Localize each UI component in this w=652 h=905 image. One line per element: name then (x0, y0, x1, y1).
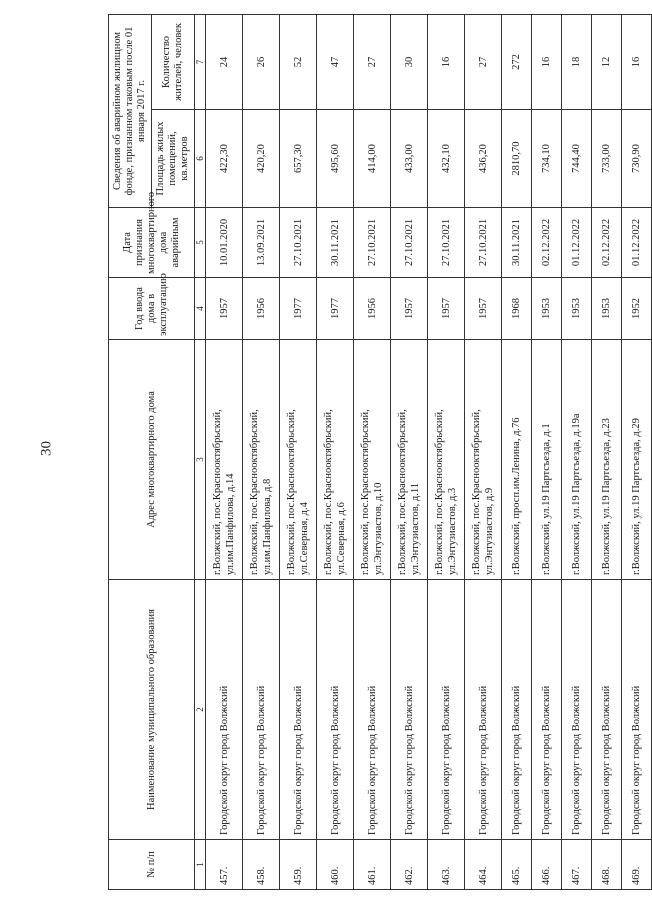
date-cell: 27.10.2021 (428, 208, 465, 278)
year-cell: 1968 (502, 278, 532, 340)
header-group: Сведения об аварийном жилищном фонде, признанном таковым после 01 января 2017 г. (109, 14, 152, 207)
address-cell (622, 340, 652, 580)
address-cell (592, 340, 622, 580)
header-address: Адрес многоквартирного дома (109, 340, 195, 580)
table-row (562, 14, 592, 889)
row-number: 469. (622, 840, 652, 890)
row-number: 458. (243, 840, 280, 890)
date-cell: 01.12.2022 (622, 208, 652, 278)
date-cell: 27.10.2021 (465, 208, 502, 278)
people-cell: 16 (428, 14, 465, 109)
municipality-cell: Городской округ город Волжский (317, 580, 354, 840)
area-cell: 657,30 (280, 110, 317, 208)
address-line-2: ул.Энтузиастов, д.10 (373, 482, 385, 575)
table-row (502, 14, 532, 889)
people-cell: 12 (592, 14, 622, 109)
area-cell: 730,90 (622, 110, 652, 208)
header-date: Дата признания многоквартирного дома аварийным (109, 208, 195, 278)
date-cell: 13.09.2021 (243, 208, 280, 278)
year-cell: 1957 (465, 278, 502, 340)
address-line-1: г.Волжский, просп.им.Ленина, д.76 (511, 417, 523, 575)
date-cell: 02.12.2022 (592, 208, 622, 278)
table-row (622, 14, 652, 889)
header-year: Год ввода дома в эксплуатацию (109, 278, 195, 340)
address-line-1: г.Волжский, пос.Краснооктябрьский, (248, 409, 260, 575)
table-row (354, 14, 391, 889)
area-cell: 414,00 (354, 110, 391, 208)
date-cell: 10.01.2020 (206, 208, 243, 278)
year-cell: 1952 (622, 278, 652, 340)
table-row (391, 14, 428, 889)
date-cell: 30.11.2021 (317, 208, 354, 278)
address-line-1: г.Волжский, пос.Краснооктябрьский, (211, 409, 223, 575)
municipality-cell: Городской округ город Волжский (592, 580, 622, 840)
area-cell: 436,20 (465, 110, 502, 208)
row-number: 464. (465, 840, 502, 890)
address-line-2: ул.им.Панфилова, д.8 (262, 478, 274, 575)
date-cell: 30.11.2021 (502, 208, 532, 278)
year-cell: 1953 (532, 278, 562, 340)
people-cell: 47 (317, 14, 354, 109)
address-cell (502, 340, 532, 580)
people-cell: 16 (622, 14, 652, 109)
address-line-1: г.Волжский, ул.19 Партсъезда, д.23 (601, 418, 613, 575)
year-cell: 1957 (206, 278, 243, 340)
date-cell: 27.10.2021 (280, 208, 317, 278)
table-row (243, 14, 280, 889)
year-cell: 1977 (280, 278, 317, 340)
table-row (280, 14, 317, 889)
municipality-cell: Городской округ город Волжский (465, 580, 502, 840)
header-people: Количество жителей, человек (152, 14, 195, 109)
row-number: 462. (391, 840, 428, 890)
municipality-cell: Городской округ город Волжский (280, 580, 317, 840)
address-cell (243, 340, 280, 580)
column-number: 1 (195, 840, 206, 890)
people-cell: 24 (206, 14, 243, 109)
people-cell: 16 (532, 14, 562, 109)
address-line-1: г.Волжский, ул.19 Партсъезда, д.19а (571, 413, 583, 575)
table-row (317, 14, 354, 889)
people-cell: 26 (243, 14, 280, 109)
date-cell: 02.12.2022 (532, 208, 562, 278)
year-cell: 1953 (592, 278, 622, 340)
address-line-2: ул.Энтузиастов, д.11 (410, 483, 422, 575)
table-row (592, 14, 622, 889)
address-line-1: г.Волжский, пос.Краснооктябрьский, (396, 409, 408, 575)
area-cell: 433,00 (391, 110, 428, 208)
row-number: 466. (532, 840, 562, 890)
municipality-cell: Городской округ город Волжский (354, 580, 391, 840)
address-cell (562, 340, 592, 580)
address-line-1: г.Волжский, пос.Краснооктябрьский, (433, 409, 445, 575)
emergency-housing-table (108, 14, 652, 890)
header-row-top (109, 14, 152, 889)
address-cell (317, 340, 354, 580)
address-cell (532, 340, 562, 580)
header-area: Площадь жилых помещений, кв.метров (152, 110, 195, 208)
people-cell: 27 (465, 14, 502, 109)
address-cell (428, 340, 465, 580)
address-line-1: г.Волжский, пос.Краснооктябрьский, (470, 409, 482, 575)
row-number: 468. (592, 840, 622, 890)
row-number: 467. (562, 840, 592, 890)
header-municipality: Наименование муниципального образования (109, 580, 195, 840)
area-cell: 420,20 (243, 110, 280, 208)
area-cell: 422,30 (206, 110, 243, 208)
area-cell: 744,40 (562, 110, 592, 208)
year-cell: 1953 (562, 278, 592, 340)
address-cell (280, 340, 317, 580)
people-cell: 52 (280, 14, 317, 109)
municipality-cell: Городской округ город Волжский (206, 580, 243, 840)
area-cell: 733,00 (592, 110, 622, 208)
year-cell: 1957 (428, 278, 465, 340)
address-line-1: г.Волжский, ул.19 Партсъезда, д.29 (631, 418, 643, 575)
municipality-cell: Городской округ город Волжский (502, 580, 532, 840)
column-number: 4 (195, 278, 206, 340)
area-cell: 2810,70 (502, 110, 532, 208)
address-line-1: г.Волжский, пос.Краснооктябрьский, (285, 409, 297, 575)
municipality-cell: Городской округ город Волжский (428, 580, 465, 840)
row-number: 459. (280, 840, 317, 890)
column-number: 3 (195, 340, 206, 580)
date-cell: 01.12.2022 (562, 208, 592, 278)
column-number: 7 (195, 14, 206, 109)
row-number: 457. (206, 840, 243, 890)
municipality-cell: Городской округ город Волжский (622, 580, 652, 840)
year-cell: 1956 (354, 278, 391, 340)
table-row (465, 14, 502, 889)
row-number: 460. (317, 840, 354, 890)
address-line-2: ул.Северная, д.4 (299, 502, 311, 575)
column-number: 2 (195, 580, 206, 840)
row-number: 465. (502, 840, 532, 890)
table-row (428, 14, 465, 889)
row-number: 463. (428, 840, 465, 890)
address-cell (206, 340, 243, 580)
address-line-2: ул.им.Панфилова, д.14 (225, 473, 237, 575)
header-number: № п/п (109, 840, 195, 890)
address-line-1: г.Волжский, пос.Краснооктябрьский, (359, 409, 371, 575)
area-cell: 495,60 (317, 110, 354, 208)
rotated-table-container (108, 15, 643, 890)
year-cell: 1957 (391, 278, 428, 340)
address-cell (354, 340, 391, 580)
address-line-2: ул.Северная, д.6 (336, 502, 348, 575)
people-cell: 18 (562, 14, 592, 109)
address-cell (391, 340, 428, 580)
column-number: 6 (195, 110, 206, 208)
address-line-1: г.Волжский, пос.Краснооктябрьский, (322, 409, 334, 575)
table-body (206, 14, 652, 889)
page-number: 30 (38, 441, 55, 456)
municipality-cell: Городской округ город Волжский (243, 580, 280, 840)
column-numbers-row (195, 14, 206, 889)
area-cell: 432,10 (428, 110, 465, 208)
year-cell: 1977 (317, 278, 354, 340)
municipality-cell: Городской округ город Волжский (391, 580, 428, 840)
row-number: 461. (354, 840, 391, 890)
address-line-1: г.Волжский, ул.19 Партсъезда, д.1 (541, 423, 553, 575)
address-line-2: ул.Энтузиастов, д.3 (447, 487, 459, 575)
year-cell: 1956 (243, 278, 280, 340)
people-cell: 27 (354, 14, 391, 109)
column-number: 5 (195, 208, 206, 278)
people-cell: 30 (391, 14, 428, 109)
date-cell: 27.10.2021 (391, 208, 428, 278)
area-cell: 734,10 (532, 110, 562, 208)
date-cell: 27.10.2021 (354, 208, 391, 278)
table-row (532, 14, 562, 889)
table-row (206, 14, 243, 889)
address-cell (465, 340, 502, 580)
municipality-cell: Городской округ город Волжский (562, 580, 592, 840)
municipality-cell: Городской округ город Волжский (532, 580, 562, 840)
address-line-2: ул.Энтузиастов, д.9 (484, 487, 496, 575)
people-cell: 272 (502, 14, 532, 109)
